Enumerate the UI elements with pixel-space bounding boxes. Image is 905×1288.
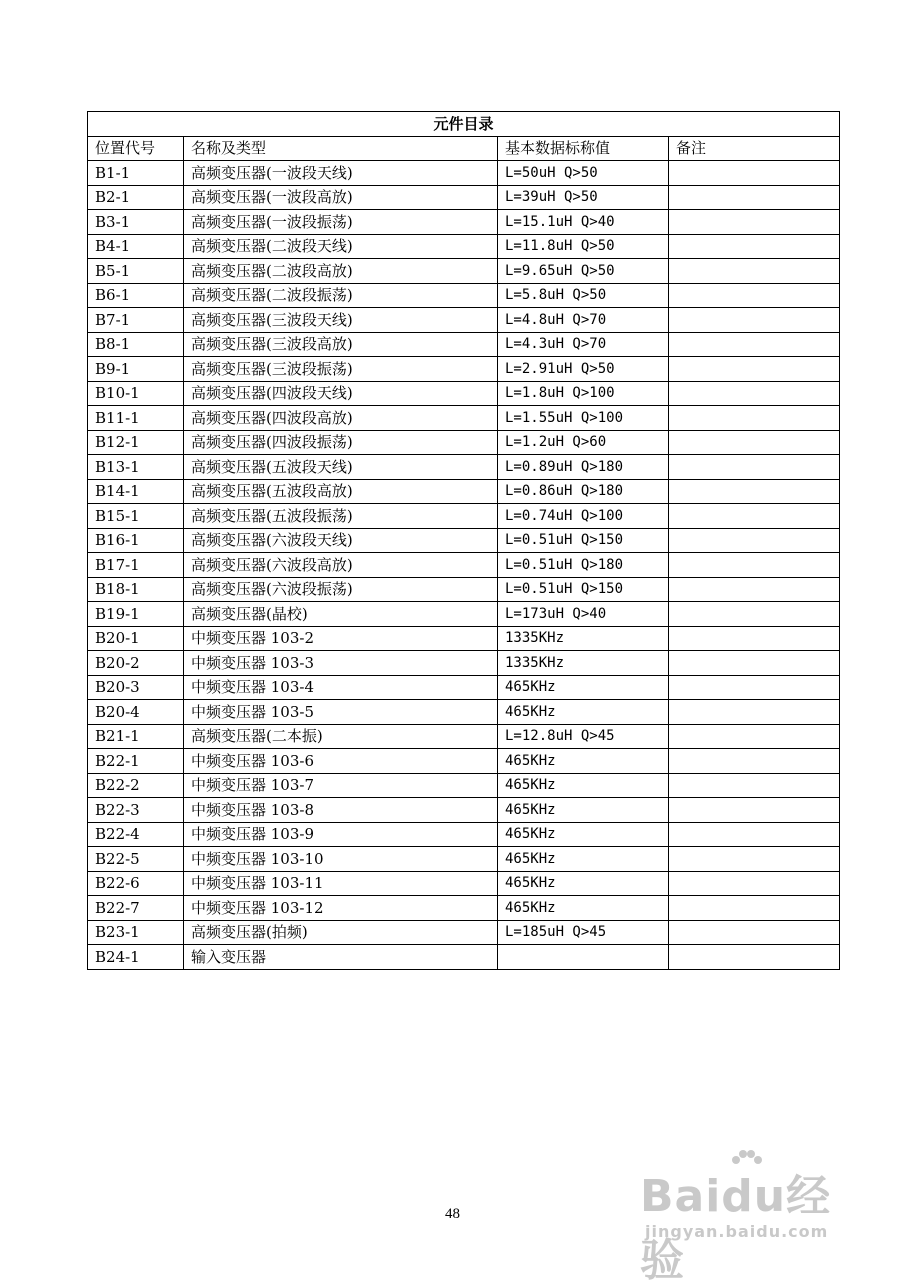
cell-name-type: 中频变压器 103-8 — [184, 798, 498, 823]
cell-nominal-value: 465KHz — [498, 700, 669, 725]
cell-position-code: B6-1 — [88, 283, 184, 308]
cell-position-code: B23-1 — [88, 920, 184, 945]
cell-position-code: B17-1 — [88, 553, 184, 578]
cell-nominal-value: L=4.8uH Q>70 — [498, 308, 669, 333]
header-nominal-value: 基本数据标称值 — [498, 136, 669, 161]
table-row — [88, 651, 840, 676]
watermark-url: jingyan.baidu.com — [645, 1222, 829, 1241]
cell-nominal-value: 465KHz — [498, 847, 669, 872]
cell-name-type: 中频变压器 103-2 — [184, 626, 498, 651]
cell-name-type: 高频变压器(三波段高放) — [184, 332, 498, 357]
page-number: 48 — [445, 1206, 460, 1222]
cell-name-type: 中频变压器 103-9 — [184, 822, 498, 847]
cell-position-code: B22-6 — [88, 871, 184, 896]
cell-position-code: B16-1 — [88, 528, 184, 553]
table-row — [88, 724, 840, 749]
cell-nominal-value: L=1.8uH Q>100 — [498, 381, 669, 406]
cell-remarks — [669, 528, 840, 553]
cell-nominal-value: L=4.3uH Q>70 — [498, 332, 669, 357]
table-row — [88, 602, 840, 627]
cell-nominal-value: L=11.8uH Q>50 — [498, 234, 669, 259]
table-row — [88, 357, 840, 382]
component-catalog-table — [87, 111, 840, 970]
cell-remarks — [669, 871, 840, 896]
cell-position-code: B11-1 — [88, 406, 184, 431]
cell-nominal-value: L=12.8uH Q>45 — [498, 724, 669, 749]
cell-remarks — [669, 504, 840, 529]
cell-position-code: B21-1 — [88, 724, 184, 749]
table-row — [88, 185, 840, 210]
cell-remarks — [669, 700, 840, 725]
cell-nominal-value: 465KHz — [498, 822, 669, 847]
cell-nominal-value: L=185uH Q>45 — [498, 920, 669, 945]
cell-position-code: B22-7 — [88, 896, 184, 921]
cell-remarks — [669, 749, 840, 774]
cell-position-code: B5-1 — [88, 259, 184, 284]
cell-remarks — [669, 724, 840, 749]
cell-position-code: B4-1 — [88, 234, 184, 259]
cell-position-code: B9-1 — [88, 357, 184, 382]
table-row — [88, 455, 840, 480]
cell-position-code: B18-1 — [88, 577, 184, 602]
paw-icon — [730, 1150, 764, 1176]
cell-name-type: 高频变压器(二波段天线) — [184, 234, 498, 259]
cell-name-type: 高频变压器(五波段振荡) — [184, 504, 498, 529]
cell-nominal-value: L=1.55uH Q>100 — [498, 406, 669, 431]
header-name-type: 名称及类型 — [184, 136, 498, 161]
table-row — [88, 234, 840, 259]
cell-position-code: B7-1 — [88, 308, 184, 333]
cell-position-code: B13-1 — [88, 455, 184, 480]
cell-nominal-value: 1335KHz — [498, 651, 669, 676]
table-row — [88, 259, 840, 284]
cell-position-code: B20-4 — [88, 700, 184, 725]
cell-name-type: 中频变压器 103-5 — [184, 700, 498, 725]
cell-name-type: 高频变压器(一波段天线) — [184, 161, 498, 186]
cell-remarks — [669, 945, 840, 970]
table-row — [88, 381, 840, 406]
cell-name-type: 中频变压器 103-6 — [184, 749, 498, 774]
cell-position-code: B10-1 — [88, 381, 184, 406]
cell-nominal-value: L=0.89uH Q>180 — [498, 455, 669, 480]
table-row — [88, 430, 840, 455]
table-row — [88, 553, 840, 578]
cell-name-type: 高频变压器(四波段天线) — [184, 381, 498, 406]
cell-position-code: B2-1 — [88, 185, 184, 210]
table-row — [88, 871, 840, 896]
cell-position-code: B12-1 — [88, 430, 184, 455]
cell-position-code: B1-1 — [88, 161, 184, 186]
cell-name-type: 高频变压器(四波段振荡) — [184, 430, 498, 455]
cell-remarks — [669, 896, 840, 921]
table-row — [88, 626, 840, 651]
cell-position-code: B22-2 — [88, 773, 184, 798]
table-row — [88, 308, 840, 333]
cell-remarks — [669, 234, 840, 259]
table-row — [88, 822, 840, 847]
cell-name-type: 高频变压器(拍频) — [184, 920, 498, 945]
cell-nominal-value: L=5.8uH Q>50 — [498, 283, 669, 308]
cell-position-code: B14-1 — [88, 479, 184, 504]
cell-remarks — [669, 210, 840, 235]
cell-name-type: 中频变压器 103-10 — [184, 847, 498, 872]
cell-nominal-value: 465KHz — [498, 871, 669, 896]
cell-position-code: B22-1 — [88, 749, 184, 774]
cell-remarks — [669, 161, 840, 186]
cell-name-type: 中频变压器 103-7 — [184, 773, 498, 798]
table-row — [88, 332, 840, 357]
table-row — [88, 945, 840, 970]
cell-nominal-value: L=39uH Q>50 — [498, 185, 669, 210]
cell-remarks — [669, 455, 840, 480]
cell-remarks — [669, 430, 840, 455]
cell-name-type: 高频变压器(五波段高放) — [184, 479, 498, 504]
cell-name-type: 高频变压器(一波段高放) — [184, 185, 498, 210]
cell-position-code: B22-5 — [88, 847, 184, 872]
cell-nominal-value: L=0.74uH Q>100 — [498, 504, 669, 529]
table-row — [88, 920, 840, 945]
cell-name-type: 高频变压器(六波段高放) — [184, 553, 498, 578]
cell-nominal-value: L=0.86uH Q>180 — [498, 479, 669, 504]
table-row — [88, 161, 840, 186]
cell-nominal-value: L=15.1uH Q>40 — [498, 210, 669, 235]
cell-name-type: 中频变压器 103-3 — [184, 651, 498, 676]
cell-nominal-value: 465KHz — [498, 749, 669, 774]
cell-nominal-value: L=0.51uH Q>150 — [498, 577, 669, 602]
cell-nominal-value: L=173uH Q>40 — [498, 602, 669, 627]
cell-name-type: 中频变压器 103-4 — [184, 675, 498, 700]
cell-nominal-value: L=2.91uH Q>50 — [498, 357, 669, 382]
table-row — [88, 577, 840, 602]
cell-remarks — [669, 577, 840, 602]
cell-name-type: 中频变压器 103-11 — [184, 871, 498, 896]
table-row — [88, 896, 840, 921]
table-row — [88, 210, 840, 235]
cell-position-code: B20-3 — [88, 675, 184, 700]
cell-nominal-value: L=9.65uH Q>50 — [498, 259, 669, 284]
table-row — [88, 406, 840, 431]
cell-remarks — [669, 381, 840, 406]
cell-position-code: B20-1 — [88, 626, 184, 651]
cell-remarks — [669, 259, 840, 284]
cell-nominal-value: 1335KHz — [498, 626, 669, 651]
cell-name-type: 高频变压器(二波段高放) — [184, 259, 498, 284]
cell-nominal-value — [498, 945, 669, 970]
cell-nominal-value: 465KHz — [498, 896, 669, 921]
cell-remarks — [669, 798, 840, 823]
table-title-row — [88, 112, 840, 137]
cell-remarks — [669, 479, 840, 504]
cell-remarks — [669, 332, 840, 357]
header-position-code: 位置代号 — [88, 136, 184, 161]
cell-remarks — [669, 847, 840, 872]
table-header-row — [88, 136, 840, 161]
cell-name-type: 中频变压器 103-12 — [184, 896, 498, 921]
cell-position-code: B3-1 — [88, 210, 184, 235]
cell-position-code: B22-3 — [88, 798, 184, 823]
cell-name-type: 高频变压器(晶校) — [184, 602, 498, 627]
cell-position-code: B15-1 — [88, 504, 184, 529]
table-row — [88, 847, 840, 872]
cell-nominal-value: L=0.51uH Q>150 — [498, 528, 669, 553]
cell-remarks — [669, 822, 840, 847]
cell-nominal-value: L=50uH Q>50 — [498, 161, 669, 186]
cell-position-code: B24-1 — [88, 945, 184, 970]
cell-position-code: B19-1 — [88, 602, 184, 627]
cell-remarks — [669, 626, 840, 651]
cell-name-type: 高频变压器(一波段振荡) — [184, 210, 498, 235]
cell-remarks — [669, 308, 840, 333]
table-row — [88, 773, 840, 798]
cell-remarks — [669, 602, 840, 627]
header-remarks: 备注 — [669, 136, 840, 161]
cell-remarks — [669, 773, 840, 798]
cell-remarks — [669, 920, 840, 945]
cell-nominal-value: L=0.51uH Q>180 — [498, 553, 669, 578]
cell-remarks — [669, 406, 840, 431]
table-row — [88, 504, 840, 529]
cell-remarks — [669, 283, 840, 308]
baidu-jingyan-watermark — [640, 1150, 870, 1286]
cell-remarks — [669, 553, 840, 578]
cell-nominal-value: L=1.2uH Q>60 — [498, 430, 669, 455]
table-body — [88, 161, 840, 970]
table-title: 元件目录 — [88, 112, 840, 137]
cell-remarks — [669, 675, 840, 700]
table-row — [88, 479, 840, 504]
cell-nominal-value: 465KHz — [498, 675, 669, 700]
cell-remarks — [669, 651, 840, 676]
table-row — [88, 798, 840, 823]
cell-name-type: 输入变压器 — [184, 945, 498, 970]
table-row — [88, 283, 840, 308]
table-row — [88, 700, 840, 725]
table-row — [88, 675, 840, 700]
cell-position-code: B22-4 — [88, 822, 184, 847]
cell-name-type: 高频变压器(二本振) — [184, 724, 498, 749]
cell-name-type: 高频变压器(二波段振荡) — [184, 283, 498, 308]
cell-name-type: 高频变压器(三波段天线) — [184, 308, 498, 333]
cell-remarks — [669, 357, 840, 382]
cell-name-type: 高频变压器(六波段天线) — [184, 528, 498, 553]
cell-nominal-value: 465KHz — [498, 798, 669, 823]
cell-name-type: 高频变压器(三波段振荡) — [184, 357, 498, 382]
cell-position-code: B20-2 — [88, 651, 184, 676]
cell-name-type: 高频变压器(六波段振荡) — [184, 577, 498, 602]
cell-name-type: 高频变压器(四波段高放) — [184, 406, 498, 431]
cell-remarks — [669, 185, 840, 210]
cell-name-type: 高频变压器(五波段天线) — [184, 455, 498, 480]
cell-nominal-value: 465KHz — [498, 773, 669, 798]
table-row — [88, 528, 840, 553]
cell-position-code: B8-1 — [88, 332, 184, 357]
table-row — [88, 749, 840, 774]
watermark-logo: Baidu经验 — [640, 1171, 832, 1286]
